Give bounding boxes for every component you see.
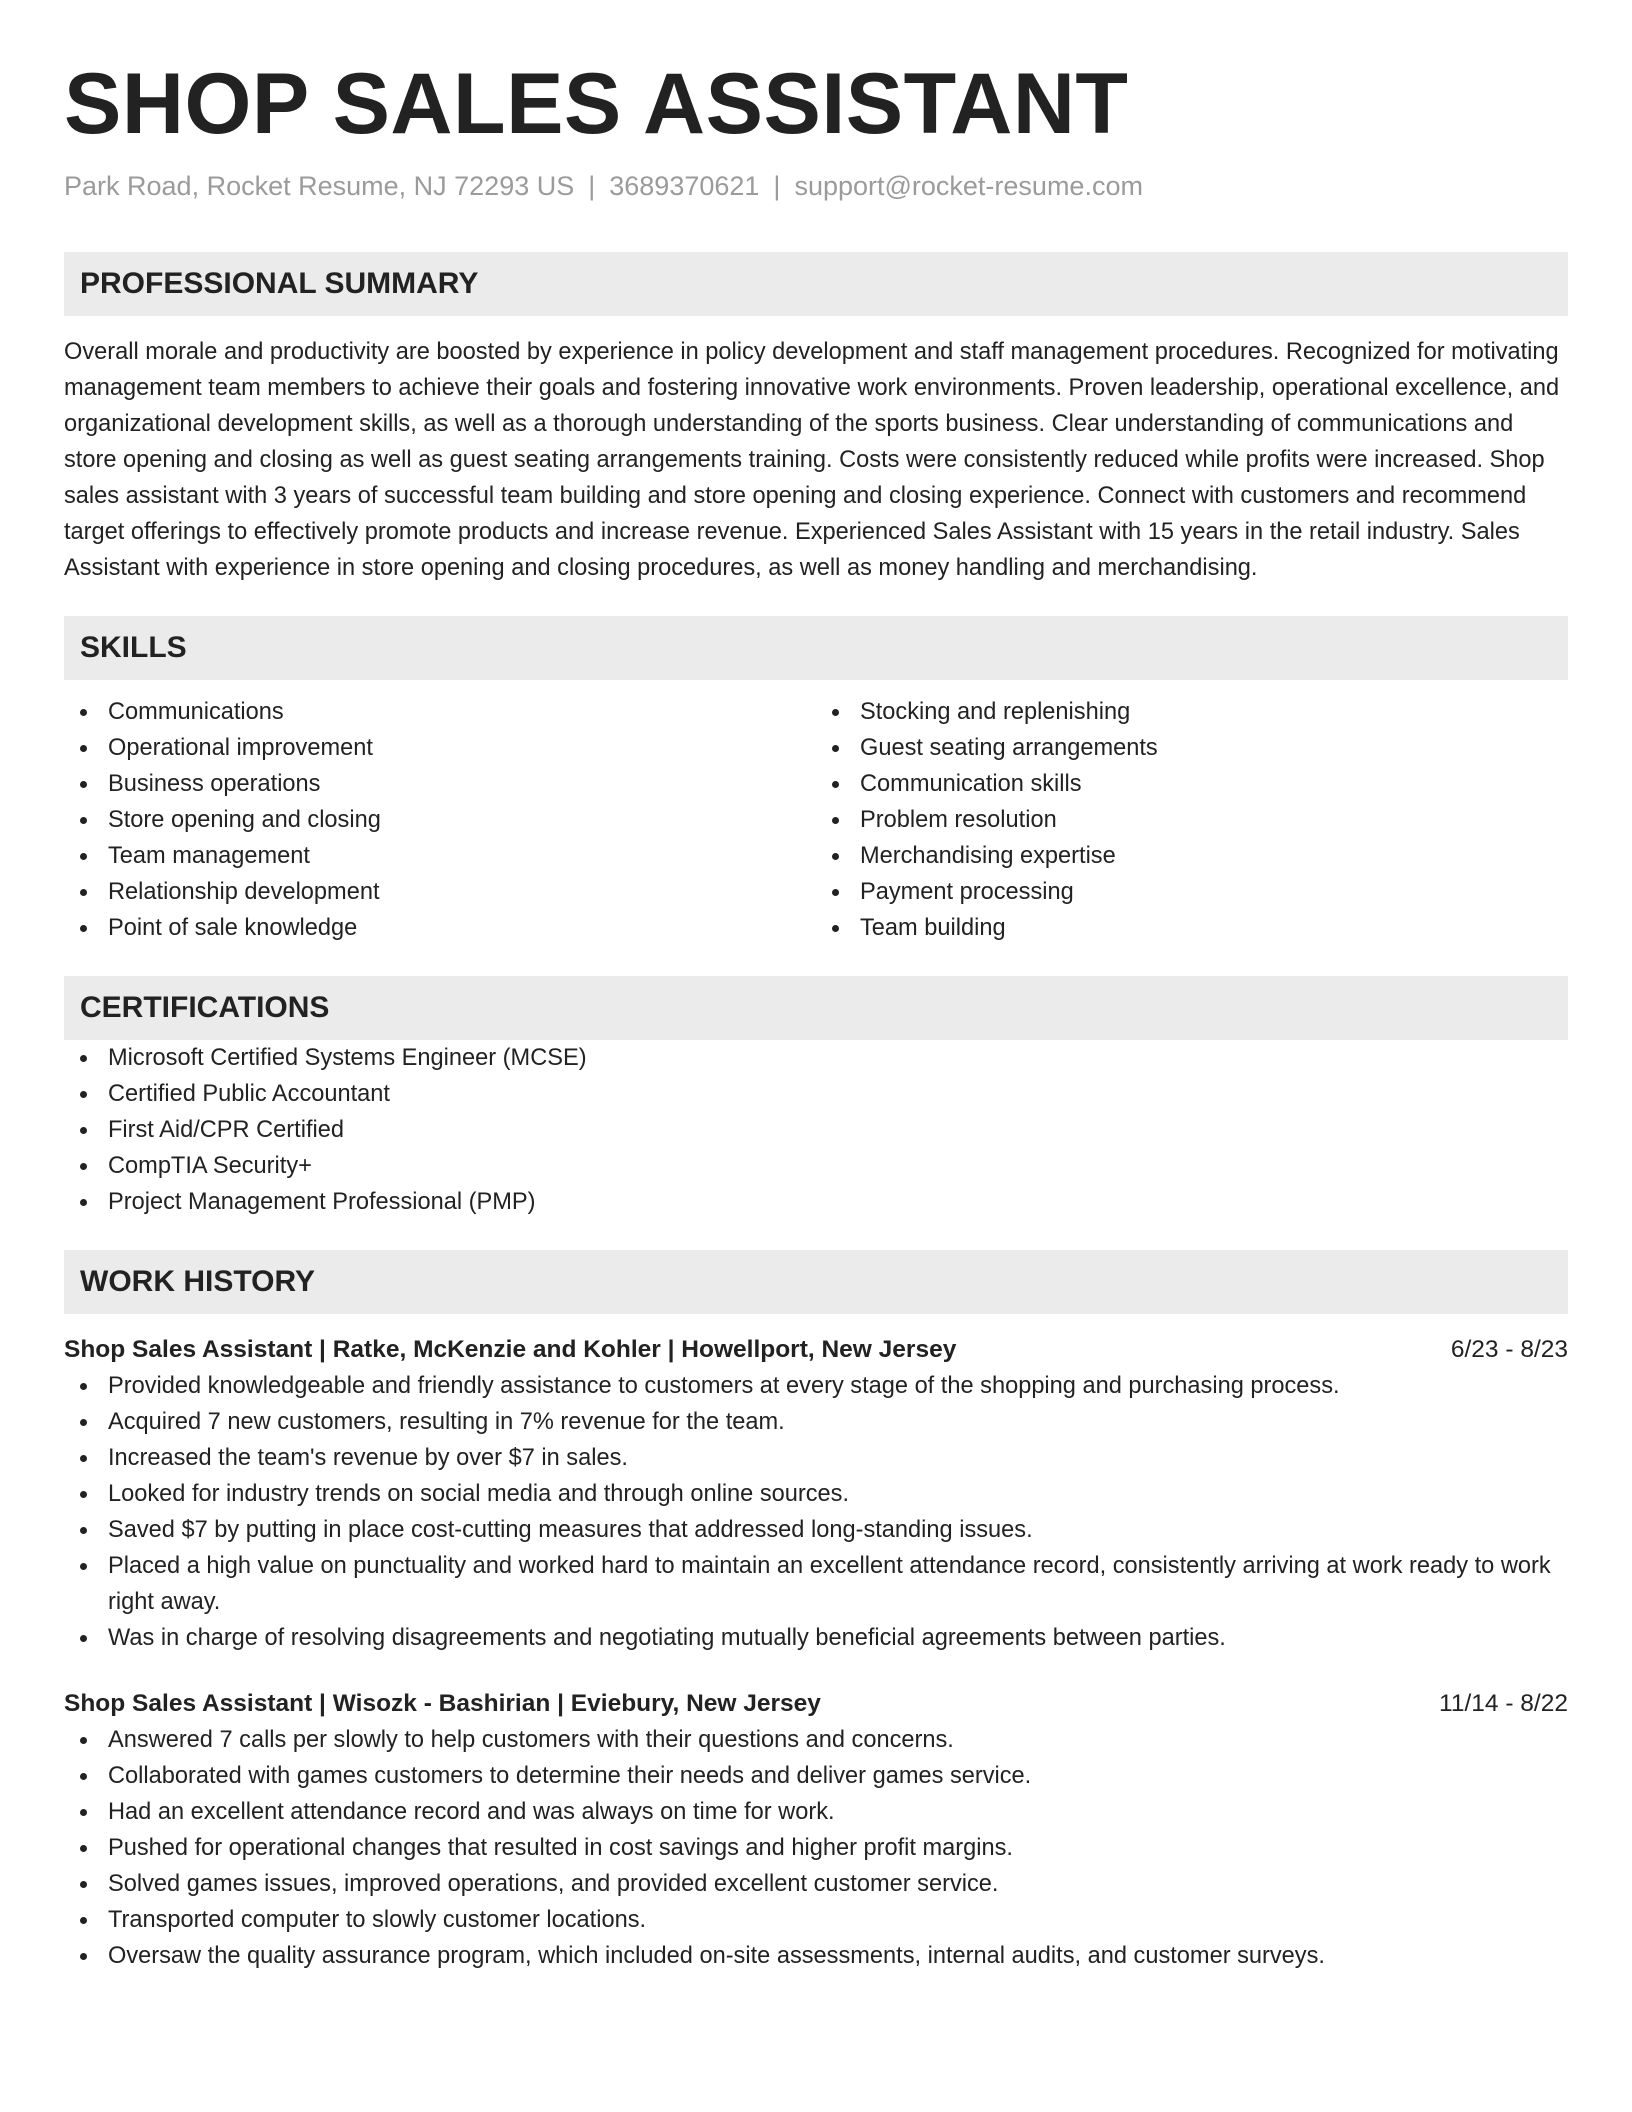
- bullet-dot-icon: [80, 1491, 87, 1498]
- job-bullet: [64, 1938, 1568, 1974]
- job-bullet: [64, 1722, 1568, 1758]
- bullet-dot-icon: [80, 1091, 87, 1098]
- bullet-dot-icon: [832, 889, 839, 896]
- bullet-dot-icon: [80, 1419, 87, 1426]
- certification-item-text: Certified Public Accountant: [108, 1081, 390, 1107]
- bullet-dot-icon: [832, 745, 839, 752]
- bullet-dot-icon: [80, 853, 87, 860]
- certification-item: [64, 1148, 1568, 1184]
- skill-item-text: Payment processing: [860, 879, 1074, 905]
- job-entry: [64, 1686, 1568, 1974]
- bullet-dot-icon: [80, 1845, 87, 1852]
- job-bullet: [64, 1440, 1568, 1476]
- certification-item: [64, 1184, 1568, 1220]
- bullet-dot-icon: [80, 1773, 87, 1780]
- skill-item-text: Problem resolution: [860, 807, 1057, 833]
- skill-item-text: Communications: [108, 699, 284, 725]
- skill-item: [64, 694, 816, 730]
- certification-item: [64, 1112, 1568, 1148]
- bullet-dot-icon: [80, 1199, 87, 1206]
- bullet-dot-icon: [832, 925, 839, 932]
- job-bullet: [64, 1548, 1568, 1620]
- bullet-dot-icon: [80, 1455, 87, 1462]
- job-bullet-text: Was in charge of resolving disagreements and negotiating mutually beneficial agreements between parties.: [108, 1625, 1226, 1651]
- contact-phone: 3689370621: [609, 171, 760, 201]
- job-dates: 6/23 - 8/23: [1450, 1336, 1568, 1363]
- skill-item: [64, 730, 816, 766]
- bullet-dot-icon: [80, 745, 87, 752]
- skill-item-text: Team building: [860, 915, 1006, 941]
- skill-item-text: Point of sale knowledge: [108, 915, 358, 941]
- skill-item-text: Relationship development: [108, 879, 380, 905]
- job-dates: 11/14 - 8/22: [1439, 1690, 1568, 1717]
- skills-column-right: [816, 694, 1568, 946]
- bullet-dot-icon: [80, 709, 87, 716]
- job-bullet-text: Solved games issues, improved operations, and provided excellent customer service.: [108, 1871, 999, 1897]
- certifications-list: [64, 1040, 1568, 1220]
- skill-item-text: Team management: [108, 843, 310, 869]
- skill-item: [816, 802, 1568, 838]
- bullet-dot-icon: [80, 1163, 87, 1170]
- contact-email: support@rocket-resume.com: [794, 171, 1143, 201]
- skill-item-text: Guest seating arrangements: [860, 735, 1158, 761]
- skill-item: [816, 694, 1568, 730]
- certifications-heading: CERTIFICATIONS: [64, 976, 1568, 1040]
- skill-item: [816, 730, 1568, 766]
- job-bullet-list: [64, 1368, 1568, 1656]
- contact-separator: |: [773, 171, 781, 201]
- job-bullet-text: Provided knowledgeable and friendly assistance to customers at every stage of the shopping and purchasing process.: [108, 1373, 1340, 1399]
- bullet-dot-icon: [80, 781, 87, 788]
- job-bullet: [64, 1620, 1568, 1656]
- bullet-dot-icon: [80, 1881, 87, 1888]
- job-bullet-text: Pushed for operational changes that resulted in cost savings and higher profit margins.: [108, 1835, 1013, 1861]
- job-bullet-text: Transported computer to slowly customer locations.: [108, 1907, 647, 1933]
- job-entry: [64, 1332, 1568, 1656]
- job-bullet-text: Saved $7 by putting in place cost-cutting measures that addressed long-standing issues.: [108, 1517, 1033, 1543]
- job-bullet-text: Increased the team's revenue by over $7 in sales.: [108, 1445, 628, 1471]
- job-bullet: [64, 1794, 1568, 1830]
- bullet-dot-icon: [80, 1737, 87, 1744]
- bullet-dot-icon: [80, 1809, 87, 1816]
- work-history-heading: WORK HISTORY: [64, 1250, 1568, 1314]
- certification-item: [64, 1076, 1568, 1112]
- job-bullet: [64, 1902, 1568, 1938]
- skill-item-text: Store opening and closing: [108, 807, 381, 833]
- job-bullet: [64, 1512, 1568, 1548]
- job-bullet-list: [64, 1722, 1568, 1974]
- bullet-dot-icon: [80, 1055, 87, 1062]
- job-bullet-text: Placed a high value on punctuality and worked hard to maintain an excellent attendance record, consistently arriving at work ready to work right away.: [108, 1553, 1551, 1615]
- skills-list-right: [816, 694, 1568, 946]
- bullet-dot-icon: [832, 781, 839, 788]
- certification-item-text: Microsoft Certified Systems Engineer (MCSE): [108, 1045, 587, 1071]
- summary-heading: PROFESSIONAL SUMMARY: [64, 252, 1568, 316]
- skills-heading: SKILLS: [64, 616, 1568, 680]
- skill-item: [64, 838, 816, 874]
- bullet-dot-icon: [80, 817, 87, 824]
- job-bullet-text: Looked for industry trends on social media and through online sources.: [108, 1481, 850, 1507]
- skill-item-text: Stocking and replenishing: [860, 699, 1131, 725]
- skills-column-left: [64, 694, 816, 946]
- job-bullet: [64, 1404, 1568, 1440]
- skills-grid: [64, 694, 1568, 946]
- bullet-dot-icon: [80, 1917, 87, 1924]
- certification-item-text: CompTIA Security+: [108, 1153, 312, 1179]
- bullet-dot-icon: [832, 853, 839, 860]
- job-bullet: [64, 1830, 1568, 1866]
- contact-line: [64, 170, 1568, 202]
- job-bullet: [64, 1476, 1568, 1512]
- skill-item-text: Merchandising expertise: [860, 843, 1116, 869]
- skill-item: [64, 874, 816, 910]
- summary-text: Overall morale and productivity are boosted by experience in policy development and staff management procedures. Recognized for motivating management team members to achieve their goals and fostering innovative work environments. Proven leadership, operational excellence, and organizational development skills, as well as a thorough understanding of the sports business. Clear understanding of communications and store opening and closing as well as guest seating arrangements training. Costs were consistently reduced while profits were increased. Shop sales assistant with 3 years of successful team building and store opening and closing experience. Connect with customers and recommend target offerings to effectively promote products and increase revenue. Experienced Sales Assistant with 15 years in the retail industry. Sales Assistant with experience in store opening and closing procedures, as well as money handling and merchandising.: [64, 339, 1560, 581]
- bullet-dot-icon: [80, 1127, 87, 1134]
- bullet-dot-icon: [80, 1635, 87, 1642]
- certification-item-text: First Aid/CPR Certified: [108, 1117, 344, 1143]
- skill-item: [64, 766, 816, 802]
- skill-item-text: Operational improvement: [108, 735, 373, 761]
- bullet-dot-icon: [80, 889, 87, 896]
- job-bullet-text: Acquired 7 new customers, resulting in 7% revenue for the team.: [108, 1409, 785, 1435]
- skill-item: [64, 802, 816, 838]
- job-title: Shop Sales Assistant | Ratke, McKenzie and Kohler | Howellport, New Jersey: [64, 1336, 957, 1363]
- contact-separator: |: [588, 171, 596, 201]
- job-bullet: [64, 1758, 1568, 1794]
- skills-list-left: [64, 694, 816, 946]
- bullet-dot-icon: [832, 817, 839, 824]
- bullet-dot-icon: [80, 1383, 87, 1390]
- certification-item-text: Project Management Professional (PMP): [108, 1189, 536, 1215]
- skill-item: [816, 766, 1568, 802]
- skill-item: [64, 910, 816, 946]
- job-title: Shop Sales Assistant | Wisozk - Bashirian | Eviebury, New Jersey: [64, 1690, 821, 1717]
- job-bullet: [64, 1866, 1568, 1902]
- job-header: [64, 1332, 1568, 1368]
- contact-address: Park Road, Rocket Resume, NJ 72293 US: [64, 171, 575, 201]
- skill-item: [816, 874, 1568, 910]
- bullet-dot-icon: [80, 1527, 87, 1534]
- resume-name: SHOP SALES ASSISTANT: [64, 56, 1129, 152]
- job-bullet: [64, 1368, 1568, 1404]
- work-history-list: [64, 1332, 1568, 1974]
- job-bullet-text: Collaborated with games customers to determine their needs and deliver games service.: [108, 1763, 1032, 1789]
- bullet-dot-icon: [80, 925, 87, 932]
- job-bullet-text: Had an excellent attendance record and was always on time for work.: [108, 1799, 835, 1825]
- bullet-dot-icon: [832, 709, 839, 716]
- job-bullet-text: Oversaw the quality assurance program, which included on-site assessments, internal audits, and customer surveys.: [108, 1943, 1325, 1969]
- job-bullet-text: Answered 7 calls per slowly to help customers with their questions and concerns.: [108, 1727, 954, 1753]
- skill-item: [816, 838, 1568, 874]
- skill-item: [816, 910, 1568, 946]
- skill-item-text: Communication skills: [860, 771, 1082, 797]
- job-header: [64, 1686, 1568, 1722]
- bullet-dot-icon: [80, 1953, 87, 1960]
- certification-item: [64, 1040, 1568, 1076]
- skill-item-text: Business operations: [108, 771, 321, 797]
- bullet-dot-icon: [80, 1563, 87, 1570]
